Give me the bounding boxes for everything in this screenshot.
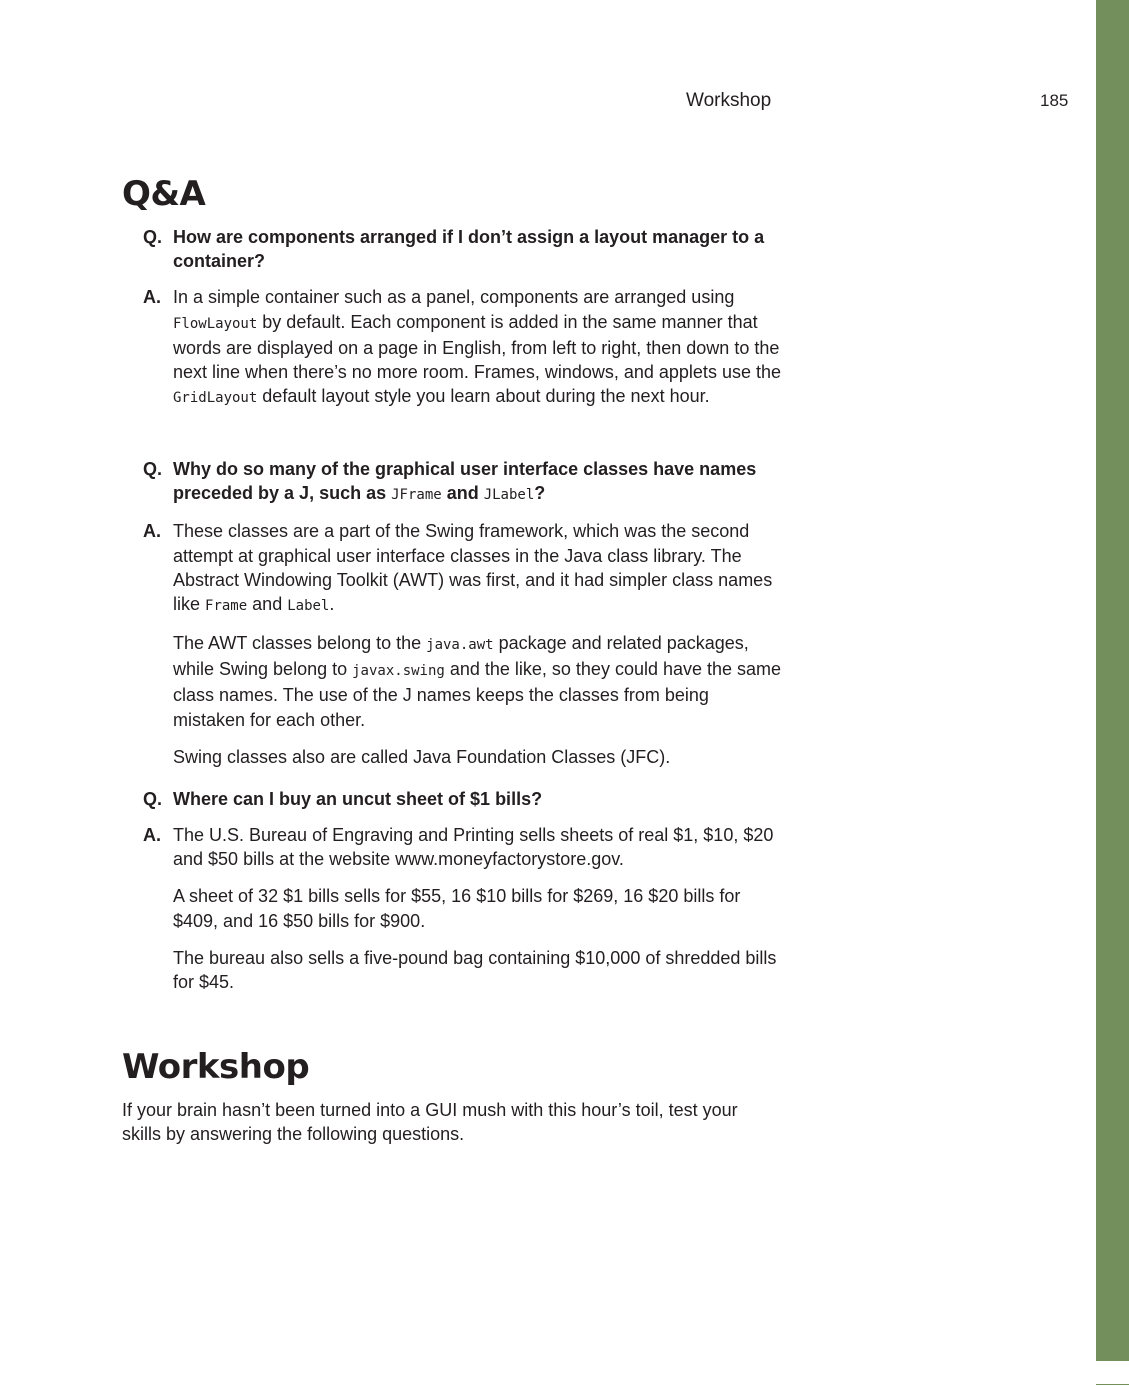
- code-term: Frame: [205, 598, 248, 615]
- question-text: Where can I buy an uncut sheet of $1 bills?: [173, 789, 543, 809]
- answer-paragraph: Swing classes also are called Java Foundation Classes (JFC).: [173, 746, 671, 767]
- code-term: Label: [287, 598, 330, 615]
- answer-row: [143, 519, 783, 768]
- answer-marker: A.: [143, 287, 161, 308]
- answer-row: [143, 823, 783, 994]
- answer-paragraph: These classes are a part of the Swing framework, which was the second attempt at graphical user interface classes in the Java class library. The Abstract Windowing Toolkit (AWT) was first, and it had simpler class names like Frame and Label.: [173, 521, 773, 615]
- chapter-side-tab: [1096, 0, 1129, 1361]
- qa-item-3: [143, 787, 783, 994]
- answer-row: [143, 285, 783, 410]
- answer-paragraph: The bureau also sells a five-pound bag containing $10,000 of shredded bills for $45.: [173, 947, 777, 992]
- answer-paragraph: The U.S. Bureau of Engraving and Printing sells sheets of real $1, $10, $20 and $50 bills at the website www.moneyfactorystore.gov.: [173, 825, 774, 870]
- code-term: FlowLayout: [173, 315, 258, 332]
- code-term: GridLayout: [173, 390, 258, 407]
- code-term: JFrame: [391, 487, 442, 504]
- side-tab-rule: [1096, 1384, 1129, 1385]
- answer-paragraph: The AWT classes belong to the java.awt package and related packages, while Swing belong to javax.swing and the like, so they could have the same class names. The use of the J names keeps the classes from being mistaken for each other.: [173, 633, 782, 730]
- code-term: JLabel: [483, 487, 535, 504]
- question-text: Why do so many of the graphical user interface classes have names preceded by a J, such as JFrame and JLabel?: [173, 459, 757, 504]
- qa-item-1: [143, 225, 783, 410]
- question-text: How are components arranged if I don’t assign a layout manager to a container?: [173, 227, 765, 272]
- code-term: java.awt: [426, 637, 494, 654]
- running-head: Workshop: [686, 90, 772, 111]
- question-marker: Q.: [143, 459, 163, 479]
- workshop-intro: If your brain hasn’t been turned into a GUI mush with this hour’s toil, test your skills by answering the following questions.: [122, 1100, 738, 1145]
- answer-marker: A.: [143, 521, 161, 542]
- qa-heading: Q&A: [122, 174, 206, 214]
- workshop-heading: Workshop: [122, 1047, 310, 1087]
- question-row: [143, 225, 783, 273]
- page-number: 185: [1040, 91, 1069, 110]
- question-row: [143, 457, 783, 507]
- question-marker: Q.: [143, 789, 163, 809]
- answer-marker: A.: [143, 825, 161, 846]
- answer-paragraph: In a simple container such as a panel, components are arranged using FlowLayout by default. Each component is added in the same manner that words are displayed on a page in English, from left to right, then down to the next line when there’s no more room. Frames, windows, and applets use the GridLayout default layout style you learn about during the next hour.: [173, 287, 781, 407]
- question-marker: Q.: [143, 227, 163, 247]
- qa-item-2: [143, 457, 783, 769]
- code-term: javax.swing: [352, 663, 445, 680]
- question-row: [143, 787, 783, 811]
- answer-paragraph: A sheet of 32 $1 bills sells for $55, 16 $10 bills for $269, 16 $20 bills for $409, and 16 $50 bills for $900.: [173, 886, 741, 931]
